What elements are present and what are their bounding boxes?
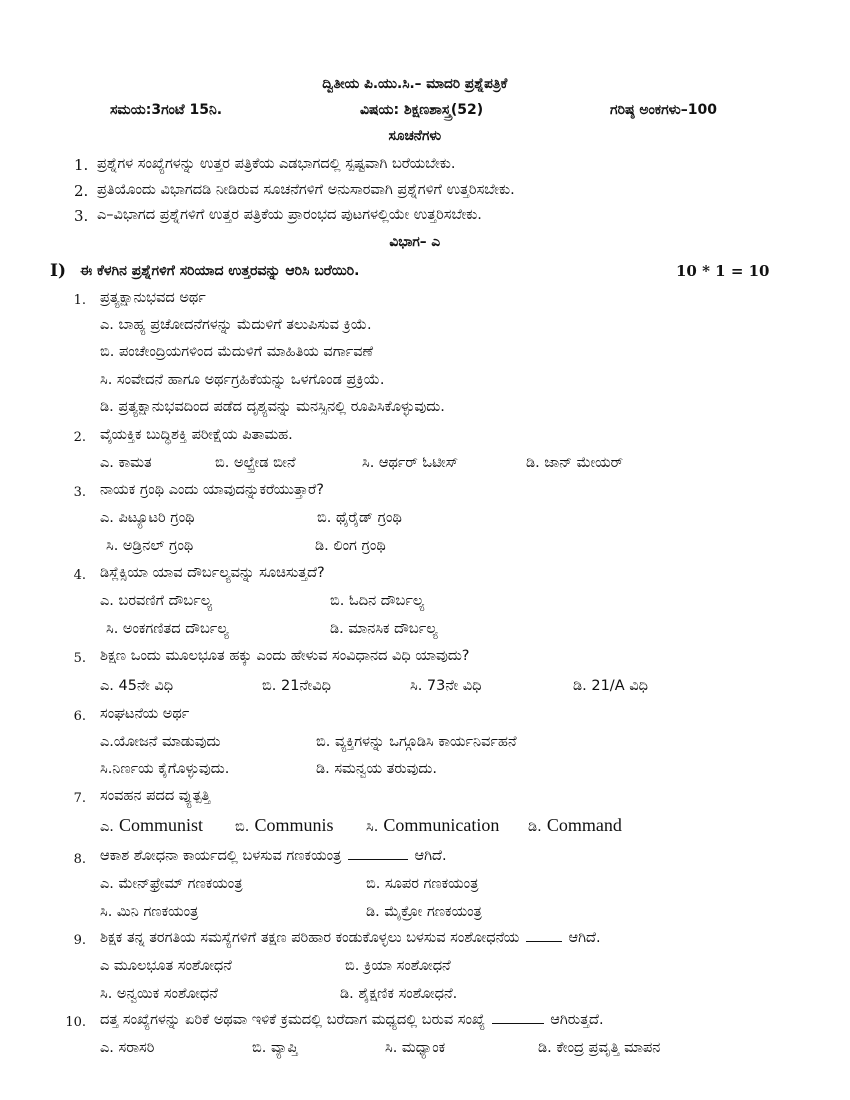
question-text: ಪ್ರತ್ಯಕ್ಷಾನುಭವದ ಅರ್ಥ [100, 290, 206, 306]
question-number: 10. [65, 1015, 86, 1030]
answer-blank [348, 859, 408, 860]
instruction-number: 1. [74, 156, 89, 174]
section-label: I) [50, 261, 66, 281]
option-word: Communis [254, 815, 334, 835]
option-c: ಸಿ. ಮಿನಿ ಗಣಕಯಂತ್ರ [100, 904, 199, 920]
option-b: ಬಿ. ಕ್ರಿಯಾ ಸಂಶೋಧನೆ [345, 958, 451, 974]
paper-title: ದ್ವಿತೀಯ ಪಿ.ಯು.ಸಿ.– ಮಾದರಿ ಪ್ರಶ್ನೆಪತ್ರಿಕೆ [322, 76, 508, 92]
question-text: ಸಂವಹನ ಪದದ ವ್ಯುತ್ಪತ್ತಿ [100, 788, 211, 804]
section-marks: 10 * 1 = 10 [676, 262, 770, 280]
option-d: ಡಿ. ಲಿಂಗ ಗ್ರಂಥಿ [315, 538, 386, 554]
option-d [528, 815, 622, 836]
section-instruction: ಈ ಕೆಳಗಿನ ಪ್ರಶ್ನೆಗಳಿಗೆ ಸರಿಯಾದ ಉತ್ತರವನ್ನು ಆರಿಸಿ ಬರೆಯಿರಿ. [80, 263, 360, 279]
question-number: 9. [73, 933, 86, 948]
question-number: 3. [73, 485, 86, 500]
option-a: ಎ. ಪಿಟ್ಯೂಟರಿ ಗ್ರಂಥಿ [100, 510, 195, 526]
question-number: 1. [73, 293, 86, 308]
option-d: ಡಿ. ಪ್ರತ್ಯಕ್ಷಾನುಭವದಿಂದ ಪಡೆದ ದೃಶ್ಯವನ್ನು ಮನಸ್ಸಿನಲ್ಲಿ ರೂಪಿಸಿಕೊಳ್ಳುವುದು. [100, 399, 445, 415]
question-text: ನಾಯಕ ಗ್ರಂಥಿ ಎಂದು ಯಾವುದನ್ನುಕರೆಯುತ್ತಾರೆ? [100, 482, 324, 498]
question-number: 5. [73, 651, 86, 666]
option-a: ಎ ಮೂಲಭೂತ ಸಂಶೋಧನೆ [100, 958, 232, 974]
option-c: ಸಿ. ಆರ್ಥರ್ ಓಟೀಸ್ [362, 455, 459, 471]
question-text: ಸಂಘಟನೆಯ ಅರ್ಥ [100, 706, 190, 722]
instruction-text: ಪ್ರತಿಯೊಂದು ವಿಭಾಗದಡಿ ನೀಡಿರುವ ಸೂಚನೆಗಳಿಗೆ ಅನುಸಾರವಾಗಿ ಪ್ರಶ್ನೆಗಳಿಗೆ ಉತ್ತರಿಸಬೇಕು. [97, 182, 515, 198]
option-c: ಸಿ. ಮಧ್ಯಾಂಕ [385, 1040, 446, 1056]
option-word: Communist [119, 815, 204, 835]
option-prefix: ಬಿ. [235, 819, 250, 835]
question-text-end: ಆಗಿದೆ. [568, 930, 601, 946]
option-a: ಎ. 45ನೇ ವಿಧಿ [100, 678, 174, 694]
max-marks: ಗರಿಷ್ಠ ಅಂಕಗಳು–100 [610, 102, 717, 118]
option-b: ಬಿ. ಪಂಚೇಂದ್ರಿಯಗಳಿಂದ ಮೆದುಳಿಗೆ ಮಾಹಿತಿಯ ವರ್ಗಾವಣೆ [100, 344, 374, 360]
option-a: ಎ. ಕಾಮತ [100, 455, 152, 471]
question-text: ವೈಯಕ್ತಿಕ ಬುದ್ಧಿಶಕ್ತಿ ಪರೀಕ್ಷೆಯ ಪಿತಾಮಹ. [100, 427, 293, 443]
instructions-heading: ಸೂಚನೆಗಳು [388, 128, 442, 144]
option-c [366, 815, 499, 836]
option-a [100, 815, 203, 836]
question-number: 6. [73, 709, 86, 724]
option-b: ಬಿ. ಸೂಪರ ಗಣಕಯಂತ್ರ [366, 876, 479, 892]
answer-blank [492, 1023, 544, 1024]
option-b [235, 815, 333, 836]
question-text-start: ದತ್ತ ಸಂಖ್ಯೆಗಳನ್ನು ಏರಿಕೆ ಅಥವಾ ಇಳಿಕೆ ಕ್ರಮದಲ್ಲಿ ಬರೆದಾಗ ಮಧ್ಯದಲ್ಲಿ ಬರುವ ಸಂಖ್ಯೆ [100, 1012, 486, 1028]
option-d: ಡಿ. ಶೈಕ್ಷಣಿಕ ಸಂಶೋಧನೆ. [340, 986, 458, 1002]
question-text: ಡಿಸ್ಲೆಕ್ಸಿಯಾ ಯಾವ ದೌರ್ಬಲ್ಯವನ್ನು ಸೂಚಿಸುತ್ತದೆ? [100, 565, 325, 581]
option-word: Communication [383, 815, 500, 835]
option-b: ಬಿ. ವ್ಯಕ್ತಿಗಳನ್ನು ಒಗ್ಗೂಡಿಸಿ ಕಾರ್ಯನಿರ್ವಹನೆ [316, 734, 517, 750]
option-c: ಸಿ. ಅನ್ವಯಿಕ ಸಂಶೋಧನೆ [100, 986, 218, 1002]
question-number: 8. [73, 852, 86, 867]
option-prefix: ಡಿ. [528, 819, 542, 835]
option-word: Command [546, 815, 622, 835]
question-text [100, 930, 601, 946]
question-text: ಶಿಕ್ಷಣ ಒಂದು ಮೂಲಭೂತ ಹಕ್ಕು ಎಂದು ಹೇಳುವ ಸಂವಿಧಾನದ ವಿಧಿ ಯಾವುದು? [100, 648, 470, 664]
option-d: ಡಿ. ಸಮನ್ವಯ ತರುವುದು. [316, 761, 438, 777]
question-text [100, 848, 447, 864]
option-c: ಸಿ. ಅಂಕಗಣಿತದ ದೌರ್ಬಲ್ಯ [106, 621, 229, 637]
option-b: ಬಿ. 21ನೇವಿಧಿ [262, 678, 331, 694]
option-a: ಎ.ಯೋಜನೆ ಮಾಡುವುದು [100, 734, 221, 750]
option-d: ಡಿ. ಜಾನ್ ಮೇಯರ್ [526, 455, 624, 471]
option-c: ಸಿ. 73ನೇ ವಿಧಿ [410, 678, 482, 694]
option-prefix: ಸಿ. [366, 819, 379, 835]
option-prefix: ಎ. [100, 819, 114, 835]
option-a: ಎ. ಸರಾಸರಿ [100, 1040, 155, 1056]
question-text-start: ಶಿಕ್ಷಕ ತನ್ನ ತರಗತಿಯ ಸಮಸ್ಯೆಗಳಿಗೆ ತಕ್ಷಣ ಪರಿಹಾರ ಕಂಡುಕೊಳ್ಳಲು ಬಳಸುವ ಸಂಶೋಧನೆಯ [100, 930, 520, 946]
time-allowed: ಸಮಯ:3ಗಂಟೆ 15ನಿ. [110, 102, 223, 118]
instruction-text: ಪ್ರಶ್ನೆಗಳ ಸಂಖ್ಯೆಗಳನ್ನು ಉತ್ತರ ಪತ್ರಿಕೆಯ ಎಡಭಾಗದಲ್ಲಿ ಸ್ಪಷ್ಟವಾಗಿ ಬರೆಯಬೇಕು. [97, 156, 456, 172]
option-a: ಎ. ಬಾಹ್ಯ ಪ್ರಚೋದನೆಗಳನ್ನು ಮೆದುಳಿಗೆ ತಲುಪಿಸುವ ಕ್ರಿಯೆ. [100, 317, 372, 333]
question-text [100, 1012, 604, 1028]
option-c: ಸಿ.ನಿರ್ಣಯ ಕೈಗೊಳ್ಳುವುದು. [100, 761, 230, 777]
question-number: 2. [73, 430, 86, 445]
question-text-start: ಆಕಾಶ ಶೋಧನಾ ಕಾರ್ಯದಲ್ಲಿ ಬಳಸುವ ಗಣಕಯಂತ್ರ [100, 848, 342, 864]
instruction-text: ಎ–ವಿಭಾಗದ ಪ್ರಶ್ನೆಗಳಿಗೆ ಉತ್ತರ ಪತ್ರಿಕೆಯ ಪ್ರಾರಂಭದ ಪುಟಗಳಲ್ಲಿಯೇ ಉತ್ತರಿಸಬೇಕು. [97, 207, 482, 223]
instruction-number: 3. [74, 207, 89, 225]
question-text-end: ಆಗಿದೆ. [414, 848, 447, 864]
option-c: ಸಿ. ಅಡ್ರಿನಲ್ ಗ್ರಂಥಿ [106, 538, 194, 554]
instruction-number: 2. [74, 182, 89, 200]
section-title: ವಿಭಾಗ– ಎ [389, 234, 441, 250]
option-d: ಡಿ. 21/A ವಿಧಿ [573, 678, 648, 694]
option-d: ಡಿ. ಮಾನಸಿಕ ದೌರ್ಬಲ್ಯ [330, 621, 438, 637]
option-b: ಬಿ. ಅಲ್ಫ್ರೇಡ ಬೀನೆ [215, 455, 296, 471]
option-d: ಡಿ. ಮೈಕ್ರೋ ಗಣಕಯಂತ್ರ [366, 904, 482, 920]
question-number: 4. [73, 568, 86, 583]
subject-label: ವಿಷಯ: ಶಿಕ್ಷಣಶಾಸ್ತ್ರ(52) [360, 102, 484, 118]
option-d: ಡಿ. ಕೇಂದ್ರ ಪ್ರವೃತ್ತಿ ಮಾಪನ [538, 1040, 661, 1056]
question-text-end: ಆಗಿರುತ್ತದೆ. [550, 1012, 604, 1028]
option-a: ಎ. ಬರವಣಿಗೆ ದೌರ್ಬಲ್ಯ [100, 593, 213, 609]
option-b: ಬಿ. ಥೈರೈಡ್ ಗ್ರಂಥಿ [317, 510, 402, 526]
option-b: ಬಿ. ವ್ಯಾಪ್ತಿ [252, 1040, 298, 1056]
option-a: ಎ. ಮೇನ್‌ಫ್ರೇಮ್ ಗಣಕಯಂತ್ರ [100, 876, 243, 892]
option-b: ಬಿ. ಓದಿನ ದೌರ್ಬಲ್ಯ [330, 593, 425, 609]
answer-blank [526, 941, 562, 942]
question-number: 7. [73, 791, 86, 806]
option-c: ಸಿ. ಸಂವೇದನೆ ಹಾಗೂ ಅರ್ಥಗ್ರಹಿಕೆಯನ್ನು ಒಳಗೊಂಡ ಪ್ರಕ್ರಿಯೆ. [100, 372, 385, 388]
